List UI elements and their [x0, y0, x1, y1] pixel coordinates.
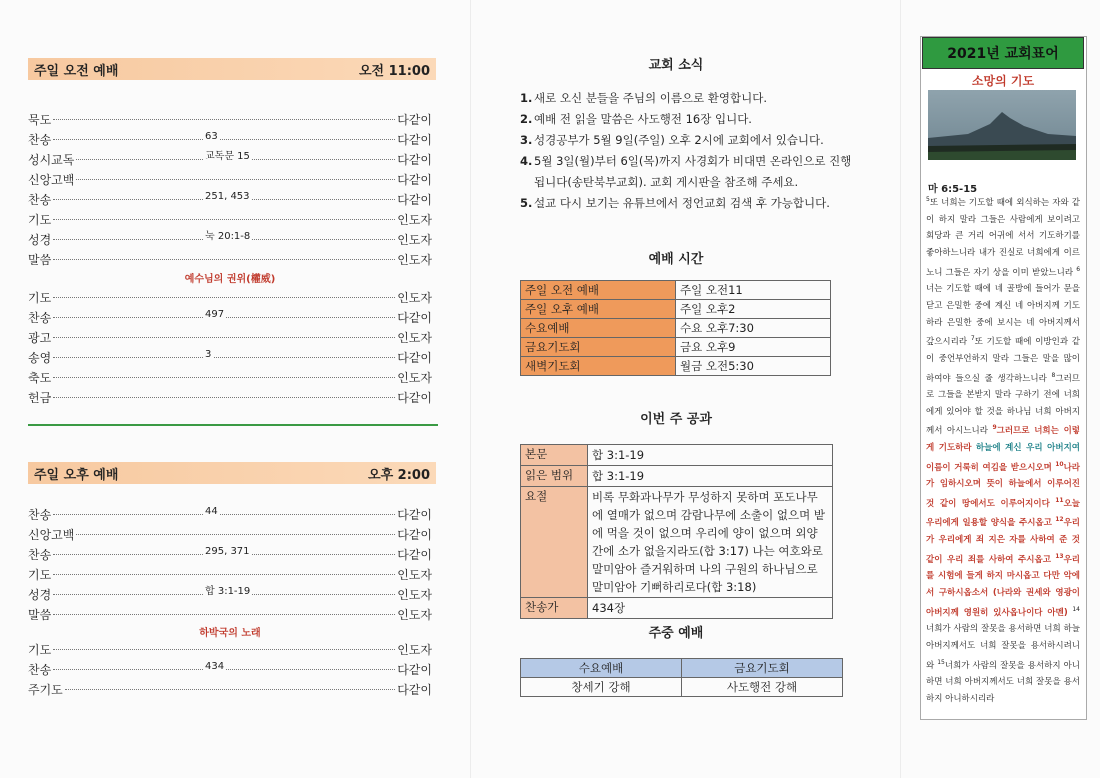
dot-leader	[53, 574, 395, 575]
order-item-detail: 44	[205, 506, 218, 517]
order-row	[28, 680, 432, 700]
verse-number: 6	[1076, 265, 1081, 273]
verse-number: 9	[992, 424, 997, 432]
news-list	[520, 88, 860, 214]
table-row	[521, 357, 831, 376]
dot-leader	[53, 377, 395, 378]
order-item-detail: 434	[205, 661, 225, 672]
table-row	[521, 487, 833, 598]
table-row	[521, 659, 843, 678]
order-item-label: 성시교독	[28, 153, 75, 167]
morning-order-list-2	[28, 288, 432, 408]
table-row	[521, 466, 833, 487]
midweek-title: 주중 예배	[648, 626, 704, 641]
news-item	[520, 193, 860, 214]
verse-text: 그러므로 그들을 본받지 말라 구하기 전에 너희에게 있어야 할 것을 하나님 너희 아버지께서 아시느니라	[926, 373, 1080, 437]
order-row	[28, 230, 432, 250]
afternoon-order-list	[28, 505, 432, 625]
order-item-label: 묵도	[28, 113, 52, 127]
order-row	[28, 170, 432, 190]
order-item-leader: 다같이	[397, 351, 432, 365]
lesson-key: 요절	[521, 487, 588, 598]
order-item-leader: 인도자	[397, 213, 432, 227]
order-row	[28, 545, 432, 565]
order-item-leader: 다같이	[397, 173, 432, 187]
table-row	[521, 338, 831, 357]
order-row	[28, 250, 432, 270]
order-item-label: 성경	[28, 588, 52, 602]
lesson-value: 434장	[588, 598, 833, 619]
lesson-title: 이번 주 공과	[640, 412, 712, 427]
verse-text: 나라가 임하시오며 뜻이 하늘에서 이루어진 것 같이 땅에서도 이루어지이다	[926, 462, 1080, 509]
afternoon-order-list-2	[28, 640, 432, 700]
verse-text: 또 기도할 때에 이방인과 같이 중언부언하지 말라 그들은 말을 많이 하여야 들으실 줄 생각하느니라	[926, 337, 1080, 384]
news-num: 4.	[520, 154, 533, 168]
order-item-leader: 다같이	[397, 391, 432, 405]
lesson-key: 찬송가	[521, 598, 588, 619]
verse-number: 14	[1072, 605, 1080, 613]
order-row	[28, 150, 432, 170]
schedule-value: 월금 오전5:30	[676, 357, 831, 376]
order-row	[28, 640, 432, 660]
order-item-label: 축도	[28, 371, 52, 385]
order-item-leader: 인도자	[397, 643, 432, 657]
order-item-label: 찬송	[28, 663, 52, 677]
verse-text: 너희가 사람의 잘못을 용서하지 아니하면 너희 아버지께서도 너희 잘못을 용서하지 아니하시리라	[926, 660, 1080, 704]
verse-text: 너희가 사람의 잘못을 용서하면 너희 하늘 아버지께서도 너희 잘못을 용서하시려니와	[926, 624, 1080, 671]
midweek-table	[520, 658, 843, 697]
verse-text: 우리를 시험에 들게 하지 마시옵고 다만 악에서 구하시옵소서 (나라와 권세와 영광이 아버지께 영원히 있사옵나이다 아멘)	[926, 554, 1080, 618]
order-row	[28, 308, 432, 328]
order-item-label: 찬송	[28, 548, 52, 562]
church-motto: 2021년 교회표어	[922, 37, 1084, 69]
order-item-detail: 교독문 15	[205, 151, 250, 162]
lesson-key: 본문	[521, 445, 588, 466]
morning-order-list	[28, 110, 432, 270]
lesson-value: 합 3:1-19	[588, 466, 833, 487]
order-row	[28, 328, 432, 348]
verse-text: 하늘에 계신 우리 아버지여	[975, 442, 1081, 453]
order-item-leader: 인도자	[397, 568, 432, 582]
order-item-label: 말씀	[28, 253, 52, 267]
order-row	[28, 505, 432, 525]
order-item-label: 기도	[28, 568, 52, 582]
news-item	[520, 88, 860, 109]
schedule-key: 새벽기도회	[521, 357, 676, 376]
news-text: 예배 전 읽을 말씀은 사도행전 16장 입니다.	[534, 112, 752, 126]
order-item-detail: 3	[205, 349, 212, 360]
order-item-leader: 인도자	[397, 608, 432, 622]
dot-leader	[53, 219, 395, 220]
schedule-key: 주일 오전 예배	[521, 281, 676, 300]
afternoon-service-time: 오후 2:00	[368, 467, 430, 483]
news-num: 3.	[520, 133, 533, 147]
verse-reference: 마 6:5-15	[928, 184, 978, 195]
midweek-header: 수요예배	[521, 659, 682, 678]
news-title: 교회 소식	[648, 58, 704, 73]
order-item-leader: 다같이	[397, 663, 432, 677]
order-item-detail: 497	[205, 309, 225, 320]
afternoon-service-title: 주일 오후 예배	[34, 467, 119, 483]
table-row	[521, 319, 831, 338]
morning-service-time: 오전 11:00	[358, 63, 430, 79]
order-item-leader: 인도자	[397, 253, 432, 267]
news-item	[520, 151, 860, 193]
dot-leader	[76, 179, 395, 180]
afternoon-sermon-title: 하박국의 노래	[199, 628, 261, 639]
lesson-value: 합 3:1-19	[588, 445, 833, 466]
schedule-title: 예배 시간	[648, 252, 704, 267]
news-num: 2.	[520, 112, 533, 126]
order-item-leader: 다같이	[397, 311, 432, 325]
order-item-label: 말씀	[28, 608, 52, 622]
midweek-value: 사도행전 강해	[682, 678, 843, 697]
order-row	[28, 660, 432, 680]
table-row	[521, 678, 843, 697]
verse-text: 너는 기도할 때에 네 골방에 들어가 문을 닫고 은밀한 중에 계신 네 아버지께 기도하라 은밀한 중에 보시는 네 아버지께서 갚으시리라	[926, 284, 1080, 348]
order-item-leader: 다같이	[397, 683, 432, 697]
order-item-leader: 다같이	[397, 508, 432, 522]
order-item-label: 찬송	[28, 508, 52, 522]
verse-number: 13	[1055, 552, 1064, 560]
dot-leader	[53, 514, 395, 515]
order-item-label: 찬송	[28, 193, 52, 207]
order-item-label: 광고	[28, 331, 52, 345]
order-item-leader: 다같이	[397, 548, 432, 562]
table-row	[521, 445, 833, 466]
midweek-header: 금요기도회	[682, 659, 843, 678]
order-row	[28, 210, 432, 230]
lesson-key: 읽은 범위	[521, 466, 588, 487]
order-item-leader: 인도자	[397, 371, 432, 385]
order-row	[28, 585, 432, 605]
order-item-label: 기도	[28, 643, 52, 657]
dot-leader	[53, 297, 395, 298]
order-item-label: 신앙고백	[28, 173, 75, 187]
afternoon-service-header	[28, 462, 436, 484]
verse-number: 7	[970, 335, 975, 343]
order-row	[28, 368, 432, 388]
order-item-label: 주기도	[28, 683, 63, 697]
order-row	[28, 605, 432, 625]
order-item-leader: 다같이	[397, 113, 432, 127]
order-item-label: 송영	[28, 351, 52, 365]
dot-leader	[76, 534, 395, 535]
schedule-key: 금요기도회	[521, 338, 676, 357]
verse-number: 10	[1055, 460, 1064, 468]
table-row	[521, 300, 831, 319]
order-item-label: 헌금	[28, 391, 52, 405]
schedule-value: 주일 오후2	[676, 300, 831, 319]
dot-leader	[53, 119, 395, 120]
order-row	[28, 190, 432, 210]
verse-text: 이름이 거룩히 여김을 받으시오며	[926, 462, 1052, 473]
order-item-leader: 인도자	[397, 331, 432, 345]
order-item-detail: 눅 20:1-8	[205, 231, 251, 242]
dot-leader	[53, 614, 395, 615]
table-row	[521, 281, 831, 300]
lesson-table	[520, 444, 833, 619]
order-item-label: 기도	[28, 291, 52, 305]
mountain-image	[928, 90, 1076, 160]
order-row	[28, 110, 432, 130]
verse-text: 우리가 우리에게 죄 지은 자를 사하여 준 것 같이 우리 죄를 사하여 주시옵고	[926, 518, 1080, 565]
order-row	[28, 565, 432, 585]
schedule-key: 수요예배	[521, 319, 676, 338]
news-num: 5.	[520, 196, 533, 210]
order-item-label: 기도	[28, 213, 52, 227]
verse-text: 그러므로 너희는 이렇게 기도하라	[926, 426, 1080, 453]
order-item-label: 찬송	[28, 133, 52, 147]
order-item-leader: 다같이	[397, 193, 432, 207]
order-item-label: 신앙고백	[28, 528, 75, 542]
order-item-detail: 63	[205, 131, 218, 142]
news-text: 설교 다시 보기는 유튜브에서 정언교회 검색 후 가능합니다.	[534, 196, 830, 210]
order-item-leader: 다같이	[397, 153, 432, 167]
schedule-value: 수요 오후7:30	[676, 319, 831, 338]
order-row	[28, 288, 432, 308]
news-text: 성경공부가 5월 9일(주일) 오후 2시에 교회에서 있습니다.	[534, 133, 824, 147]
order-item-leader: 인도자	[397, 588, 432, 602]
order-item-detail: 251, 453	[205, 191, 250, 202]
dot-leader	[53, 139, 395, 140]
news-text: 새로 오신 분들을 주님의 이름으로 환영합니다.	[534, 91, 768, 105]
dot-leader	[53, 397, 395, 398]
news-item	[520, 109, 860, 130]
news-num: 1.	[520, 91, 533, 105]
bible-passage	[926, 192, 1080, 708]
verse-number: 5	[926, 196, 930, 203]
order-item-detail: 합 3:1-19	[205, 586, 251, 597]
order-row	[28, 388, 432, 408]
order-row	[28, 348, 432, 368]
midweek-value: 창세기 강해	[521, 678, 682, 697]
news-item	[520, 130, 860, 151]
dot-leader	[65, 689, 395, 690]
table-row	[521, 598, 833, 619]
dot-leader	[53, 337, 395, 338]
schedule-key: 주일 오후 예배	[521, 300, 676, 319]
morning-service-header	[28, 58, 436, 80]
order-item-label: 찬송	[28, 311, 52, 325]
lesson-value: 비록 무화과나무가 무성하지 못하며 포도나무에 열매가 없으며 감람나무에 소출이 없으며 밭에 먹을 것이 없으며 우리에 양이 없으며 외양간에 소가 없을지라도(합 3:17) 나는 여호와로 말미암아 즐거워하며 나의 구원의 하나님으로 말미암아 기뻐하리로다(합 3:18)	[588, 487, 833, 598]
order-item-label: 성경	[28, 233, 52, 247]
order-row	[28, 525, 432, 545]
prayer-title: 소망의 기도	[971, 74, 1035, 88]
verse-text: 또 너희는 기도할 때에 외식하는 자와 같이 하지 말라 그들은 사람에게 보이려고 회당과 큰 거리 어귀에 서서 기도하기를 좋아하느니라 내가 진실로 너희에게 이르노니 그들은 자기 상을 이미 받았느니라	[926, 197, 1080, 278]
order-item-detail: 295, 371	[205, 546, 250, 557]
dot-leader	[53, 357, 395, 358]
verse-number: 8	[1051, 371, 1056, 379]
order-item-leader: 인도자	[397, 233, 432, 247]
dot-leader	[53, 649, 395, 650]
morning-sermon-title: 예수님의 권위(權威)	[184, 274, 276, 285]
news-text: 5월 3일(월)부터 6일(목)까지 사경회가 비대면 온라인으로 진행됩니다(송탄북부교회). 교회 게시판을 참조해 주세요.	[534, 154, 852, 189]
dot-leader	[53, 259, 395, 260]
schedule-table	[520, 280, 831, 376]
order-item-leader: 인도자	[397, 291, 432, 305]
verse-text: 오늘 우리에게 일용할 양식을 주시옵고	[926, 498, 1080, 529]
order-item-leader: 다같이	[397, 133, 432, 147]
verse-number: 12	[1055, 516, 1064, 524]
section-divider	[28, 424, 438, 426]
order-row	[28, 130, 432, 150]
schedule-value: 금요 오후9	[676, 338, 831, 357]
order-item-leader: 다같이	[397, 528, 432, 542]
verse-number: 11	[1055, 496, 1064, 504]
verse-number: 15	[937, 658, 945, 666]
morning-service-title: 주일 오전 예배	[34, 63, 119, 79]
schedule-value: 주일 오전11	[676, 281, 831, 300]
